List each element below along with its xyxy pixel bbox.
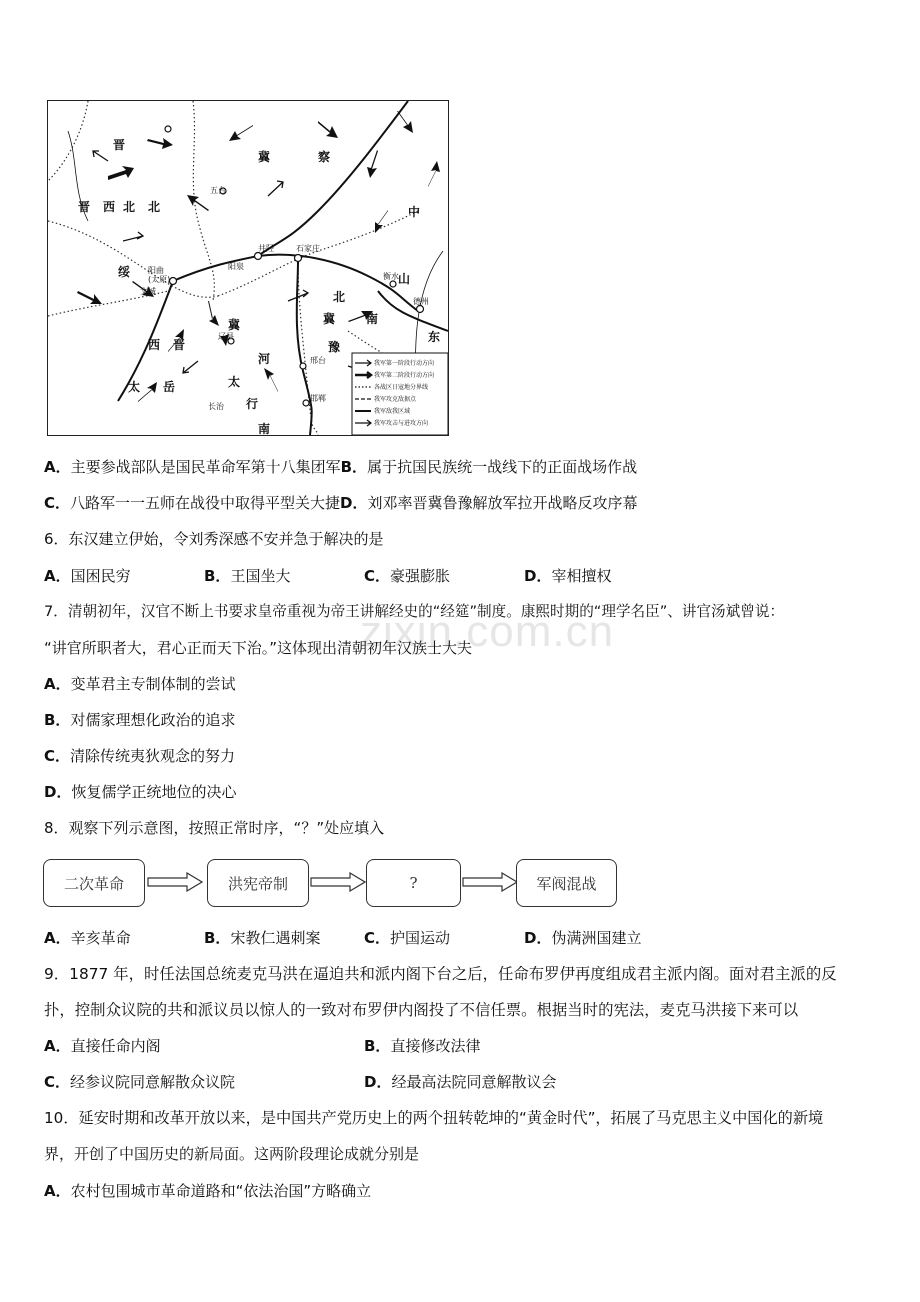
flow-box-unknown: ?	[366, 859, 461, 907]
map-label: 豫	[328, 340, 341, 354]
map-label: 邯郸	[310, 394, 326, 403]
map-label: 南	[258, 422, 271, 435]
flow-box-2: 洪宪帝制	[207, 859, 309, 907]
map-label: 西	[148, 338, 161, 352]
q6-option-d: D．宰相擅权	[524, 567, 612, 585]
q10-option-a: A．农村包围城市革命道路和“依法治国”方略确立	[44, 1182, 372, 1200]
legend-item: 我军第一阶段行动方向	[374, 360, 435, 367]
legend-item: 我军第二阶段行动方向	[374, 372, 435, 379]
map-label: 中	[408, 205, 421, 219]
map-label: 冀	[228, 318, 241, 332]
q7-option-d: D．恢复儒学正统地位的决心	[44, 783, 237, 801]
map-label: 太	[128, 380, 141, 394]
map-label: 西	[103, 200, 116, 214]
map-label: 德州	[413, 297, 429, 306]
q6-option-b: B．王国坐大	[204, 567, 291, 585]
flow-arrow-icon	[310, 872, 366, 892]
map-label: 五台	[210, 186, 226, 195]
q9-stem-line-2: 扑，控制众议院的共和派议员以惊人的一致对布罗伊内阁投了不信任票。根据当时的宪法，麦克马洪接下来可以	[44, 1001, 799, 1019]
map-label: 衡水	[383, 272, 399, 281]
q8-option-c: C．护国运动	[364, 929, 451, 947]
legend-item: 我军攻击与进攻方向	[374, 420, 429, 427]
legend-item: 我军敌我区域	[374, 408, 411, 415]
legend-item: 我军攻克敌据点	[374, 396, 417, 403]
map-label: 冀	[258, 150, 271, 164]
map-label: 北	[333, 290, 346, 304]
map-label: 察	[318, 150, 331, 164]
q9-stem-line-1: 9．1877 年，时任法国总统麦克马洪在逼迫共和派内阁下台之后，任命布罗伊再度组成君主派内阁。面对君主派的反	[44, 965, 837, 983]
q9-option-a: A．直接任命内阁	[44, 1037, 161, 1055]
q10-stem-line-2: 界，开创了中国历史的新局面。这两阶段理论成就分别是	[44, 1145, 420, 1163]
map-label: 晋	[173, 338, 186, 352]
q5-option-a-text: 主要参战部队是国民革命军第十八集团军	[70, 458, 341, 476]
map-label: 井陉	[258, 244, 274, 253]
q6-stem: 6．东汉建立伊始，令刘秀深感不安并急于解决的是	[44, 530, 384, 548]
q7-stem-line-1: 7．清朝初年，汉官不断上书要求皇帝重视为帝王讲解经史的“经筵”制度。康熙时期的“理学名臣”、讲官汤斌曾说：	[44, 603, 785, 620]
q7-option-b: B．对儒家理想化政治的追求	[44, 711, 236, 729]
map-label: 北	[148, 200, 161, 214]
flow-box-4: 军阀混战	[516, 859, 617, 907]
map-label: 晋	[78, 200, 91, 214]
q5-options-row-1	[44, 457, 637, 477]
q5-option-a-letter: A．	[44, 458, 71, 476]
map-label: 晋	[113, 138, 126, 152]
q6-option-c: C．豪强膨胀	[364, 567, 451, 585]
map-label: 行	[246, 397, 259, 411]
map-label: 阳泉	[228, 262, 244, 271]
q7-option-c: C．清除传统夷狄观念的努力	[44, 747, 236, 765]
q10-stem-line-1: 10．延安时期和改革开放以来，是中国共产党历史上的两个扭转乾坤的“黄金时代”，拓展了马克思主义中国化的新境	[44, 1109, 824, 1127]
map-label: 东	[428, 330, 441, 344]
map-drawing	[48, 101, 448, 435]
map-label: 辽县	[218, 332, 234, 341]
map-legend	[352, 353, 448, 435]
q7-option-a: A．变革君主专制体制的尝试	[44, 675, 236, 693]
flow-box-1: 二次革命	[43, 859, 145, 907]
q8-stem: 8．观察下列示意图，按照正常时序，“？”处应填入	[44, 819, 385, 837]
map-label: 河	[258, 352, 271, 366]
map-label: 南	[366, 312, 379, 326]
q5-option-b-letter: B．	[340, 458, 368, 476]
q9-option-c: C．经参议院同意解散众议院	[44, 1073, 236, 1091]
hundred-regiments-campaign-map	[47, 100, 449, 436]
legend-item: 各战区日寇地分界线	[374, 384, 429, 391]
q5-option-b-text: 属于抗国民族统一战线下的正面战场作战	[367, 458, 638, 476]
map-label: (太原)	[148, 275, 171, 284]
map-label: 北	[123, 200, 136, 214]
flow-arrow-icon	[462, 872, 518, 892]
q9-option-d: D．经最高法院同意解散议会	[364, 1073, 557, 1091]
map-label: 阳曲	[148, 266, 164, 275]
q7-stem-line-2: “讲官所职者大，君心正而天下治。”这体现出清朝初年汉族士大夫	[44, 639, 473, 657]
q8-option-d: D．伪满洲国建立	[524, 929, 642, 947]
q6-option-a: A．国困民穷	[44, 567, 131, 585]
map-label: 冀	[323, 312, 336, 326]
map-label: 山	[398, 272, 411, 286]
q5-option-c-letter: C．	[44, 494, 71, 512]
map-label: 岳	[163, 380, 176, 394]
q5-options-row-2	[44, 493, 638, 513]
map-label: 石家庄	[296, 244, 320, 253]
map-label: 太	[228, 375, 241, 389]
map-label: 长治	[208, 402, 224, 411]
map-label: 文城	[140, 287, 156, 296]
q5-option-d-text: 刘邓率晋冀鲁豫解放军拉开战略反攻序幕	[367, 494, 638, 512]
q5-option-d-letter: D．	[340, 494, 368, 512]
watermark: zixin.com.cn	[360, 607, 615, 656]
q8-option-a: A．辛亥革命	[44, 929, 131, 947]
q9-option-b: B．直接修改法律	[364, 1037, 481, 1055]
q8-option-b: B．宋教仁遇刺案	[204, 929, 321, 947]
flow-arrow-icon	[147, 872, 203, 892]
map-label: 绥	[118, 265, 131, 279]
q5-option-c-text: 八路军一一五师在战役中取得平型关大捷	[70, 494, 341, 512]
map-label: 邢台	[310, 356, 326, 365]
